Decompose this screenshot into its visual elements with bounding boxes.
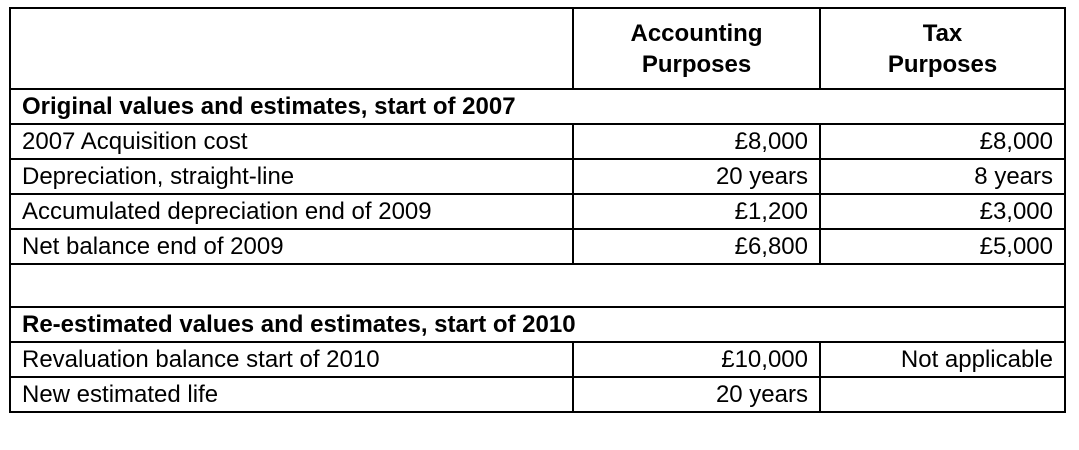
table-row (10, 229, 1065, 264)
blank-cell (10, 264, 1065, 307)
accounting-value: 20 years (573, 377, 820, 412)
accounting-value: £6,800 (573, 229, 820, 264)
tax-value: £5,000 (820, 229, 1065, 264)
header-tax-line1: Tax (922, 19, 963, 47)
accounting-value: 20 years (573, 159, 820, 194)
depreciation-table (9, 7, 1066, 413)
tax-value: Not applicable (820, 342, 1065, 377)
header-accounting-line2: Purposes (641, 50, 752, 78)
accounting-value: £8,000 (573, 124, 820, 159)
row-label: Revaluation balance start of 2010 (10, 342, 573, 377)
section-title-original: Original values and estimates, start of 2007 (10, 89, 1065, 124)
tax-value: 8 years (820, 159, 1065, 194)
section-title-reestimated: Re-estimated values and estimates, start of 2010 (10, 307, 1065, 342)
table-row (10, 159, 1065, 194)
section-title-row (10, 89, 1065, 124)
table-row (10, 377, 1065, 412)
row-label: New estimated life (10, 377, 573, 412)
table-row (10, 194, 1065, 229)
table-header-row (10, 8, 1065, 89)
table-row (10, 124, 1065, 159)
header-tax-line2: Purposes (887, 50, 998, 78)
section-title-row (10, 307, 1065, 342)
header-tax-purposes (820, 8, 1065, 89)
tax-value: £3,000 (820, 194, 1065, 229)
row-label: Accumulated depreciation end of 2009 (10, 194, 573, 229)
row-label: 2007 Acquisition cost (10, 124, 573, 159)
accounting-value: £1,200 (573, 194, 820, 229)
row-label: Depreciation, straight-line (10, 159, 573, 194)
accounting-value: £10,000 (573, 342, 820, 377)
tax-value: £8,000 (820, 124, 1065, 159)
table-row (10, 342, 1065, 377)
header-blank-cell (10, 8, 573, 89)
blank-separator-row (10, 264, 1065, 307)
tax-value (820, 377, 1065, 412)
header-accounting-line1: Accounting (630, 19, 763, 47)
header-accounting-purposes (573, 8, 820, 89)
row-label: Net balance end of 2009 (10, 229, 573, 264)
